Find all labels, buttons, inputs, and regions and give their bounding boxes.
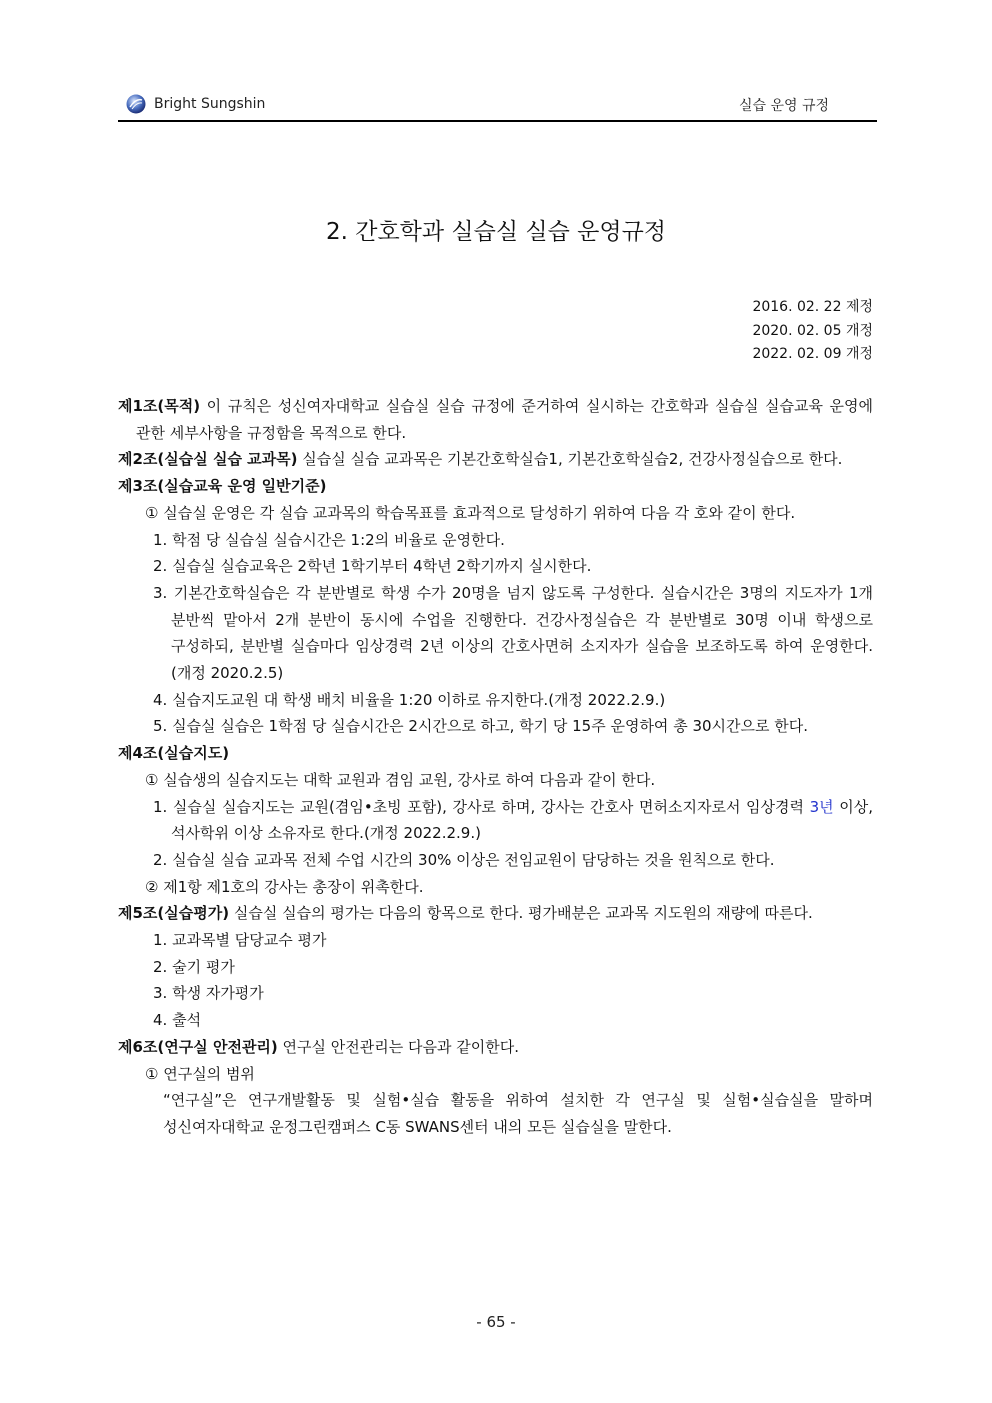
article-2-heading: 제2조(실습실 실습 교과목): [118, 450, 298, 469]
article-6-heading: 제6조(연구실 안전관리): [118, 1037, 278, 1056]
date-revised-2: 2022. 02. 09 개정: [752, 346, 873, 362]
article-4-item-1: [118, 794, 873, 847]
date-revised-1: 2020. 02. 05 개정: [752, 322, 873, 339]
document-title: 2. 간호학과 실습실 실습 운영규정: [325, 219, 667, 245]
article-3-para-1: ① 실습실 운영은 각 실습 교과목의 학습목표를 효과적으로 달성하기 위하여 다음 각 호와 같이 한다.: [145, 503, 796, 522]
article-5: [118, 900, 873, 927]
article-3-item-2: 2. 실습실 실습교육은 2학년 1학기부터 4학년 2학기까지 실시한다.: [153, 557, 592, 576]
article-3-heading: 제3조(실습교육 운영 일반기준): [118, 477, 327, 496]
article-3-item-5: 5. 실습실 실습은 1학점 당 실습시간은 2시간으로 하고, 학기 당 15주 운영하여 총 30시간으로 한다.: [153, 717, 809, 736]
page-number: - 65 -: [476, 1313, 516, 1331]
article-4-para-1: ① 실습생의 실습지도는 대학 교원과 겸임 교원, 강사로 하여 다음과 같이 한다.: [145, 770, 656, 789]
article-4-para-2: ② 제1항 제1호의 강사는 총장이 위촉한다.: [145, 877, 424, 896]
article-2-text: 실습실 실습 교과목은 기본간호학실습1, 기본간호학실습2, 건강사정실습으로 한다.: [297, 450, 843, 469]
article-4: [118, 740, 873, 767]
revision-dates: [752, 296, 873, 367]
logo-text: Bright Sungshin: [154, 96, 266, 112]
article-1-heading: 제1조(목적): [118, 397, 201, 415]
page-header: [118, 92, 877, 122]
article-3-item-3: 3. 기본간호학실습은 각 분반별로 학생 수가 20명을 넘지 않도록 구성한다. 실습시간은 3명의 지도자가 1개 분반씩 맡아서 2개 분반이 동시에 수업을 진행한다. 건강사정실습은 각 분반별로 30명 이내 학생으로 구성하되, 분반별 실습마다 임상경력 2년 이상의 간호사면허 소지자가 실습을 보조하도록 하여 운영한다.(개정 2020.2.5): [153, 583, 873, 683]
article-4-heading: 제4조(실습지도): [118, 744, 230, 763]
header-logo: [126, 94, 265, 114]
article-5-item-4: 4. 출석: [153, 1011, 202, 1030]
article-5-item-1: 1. 교과목별 담당교수 평가: [153, 931, 327, 950]
article-4-item-1-c: 이상, 석사학위 이상 소유자로 한다.(개정 2022.2.9.): [171, 797, 873, 843]
date-enacted: 2016. 02. 22 제정: [752, 299, 873, 315]
article-6-text: 연구실 안전관리는 다음과 같이한다.: [277, 1037, 519, 1056]
article-5-item-3: 3. 학생 자가평가: [153, 984, 264, 1003]
article-1-text: 이 규칙은 성신여자대학교 실습실 실습 규정에 준거하여 실시하는 간호학과 실습실 실습교육 운영에 관한 세부사항을 규정함을 목적으로 한다.: [136, 397, 873, 442]
header-section-title: 실습 운영 규정: [738, 98, 829, 114]
article-6-para-1: ① 연구실의 범위: [145, 1064, 255, 1083]
article-6: [118, 1034, 873, 1061]
article-5-text: 실습실 실습의 평가는 다음의 항목으로 한다. 평가배분은 교과목 지도원의 재량에 따른다.: [229, 904, 813, 923]
article-4-item-1-highlight: 3년: [809, 797, 834, 816]
article-3-item-1: 1. 학점 당 실습실 실습시간은 1:2의 비율로 운영한다.: [153, 530, 505, 549]
article-4-item-2: 2. 실습실 실습 교과목 전체 수업 시간의 30% 이상은 전임교원이 담당하는 것을 원칙으로 한다.: [153, 850, 775, 869]
article-1: [118, 393, 873, 446]
article-2: [118, 446, 873, 473]
article-6-para-1-text: “연구실”은 연구개발활동 및 실험•실습 활동을 위하여 설치한 각 연구실 및 실험•실습실을 말하며 성신여자대학교 운정그린캠퍼스 C동 SWANS센터 내의 모든 실습실을 말한다.: [163, 1091, 873, 1136]
article-3: [118, 473, 873, 500]
sungshin-logo-icon: [126, 94, 146, 114]
article-4-item-1-a: 1. 실습실 실습지도는 교원(겸임•초빙 포함), 강사로 하며, 강사는 간호사 면허소지자로서 임상경력: [153, 797, 810, 816]
article-5-item-2: 2. 술기 평가: [153, 957, 235, 976]
article-3-item-4: 4. 실습지도교원 대 학생 배치 비율을 1:20 이하로 유지한다.(개정 2022.2.9.): [153, 690, 666, 709]
article-5-heading: 제5조(실습평가): [118, 904, 230, 923]
regulation-body: [118, 393, 873, 1141]
